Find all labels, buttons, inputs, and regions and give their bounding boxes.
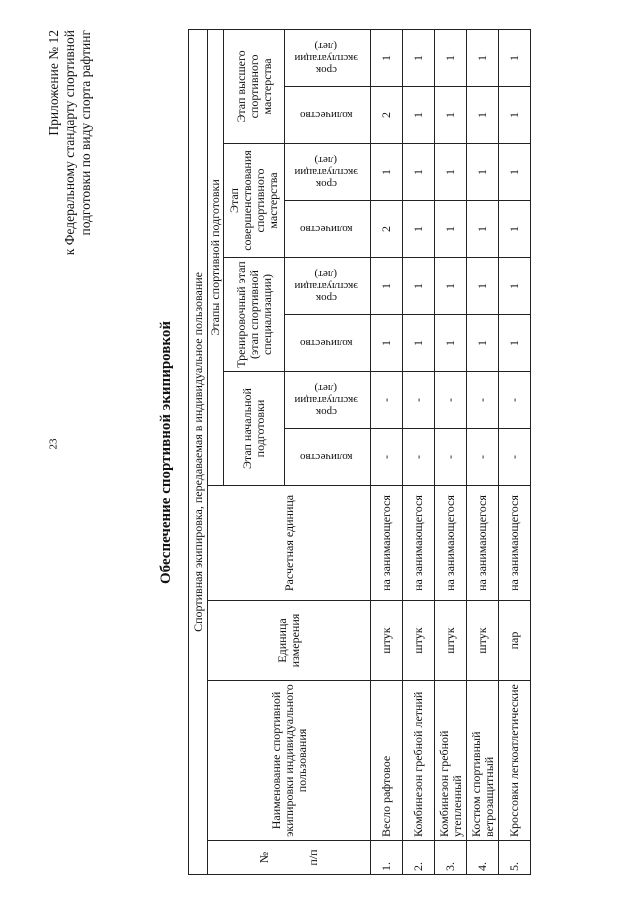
row-value: - (371, 372, 403, 429)
row-number: 3. (435, 841, 467, 875)
row-value: 1 (499, 201, 531, 258)
row-name: Кроссовки легкоатлетические (499, 681, 531, 841)
row-name: Костюм спортивный ветрозащитный (467, 681, 499, 841)
row-number: 5. (499, 841, 531, 875)
table-row (371, 29, 403, 874)
row-number: 1. (371, 841, 403, 875)
row-value: 1 (499, 144, 531, 201)
row-calc: на занимающегося (371, 486, 403, 601)
row-value: 1 (435, 315, 467, 372)
row-value: 1 (403, 258, 435, 315)
section-title: Обеспечение спортивной экипировкой (158, 321, 174, 585)
row-value: 1 (371, 29, 403, 86)
header-unit: Единица измерения (208, 601, 371, 681)
row-calc: на занимающегося (403, 486, 435, 601)
row-value: 1 (467, 258, 499, 315)
rotated-page-content (40, 30, 620, 875)
row-value: 1 (403, 87, 435, 144)
row-name: Комбинезон гребной летний (403, 681, 435, 841)
row-value: - (467, 372, 499, 429)
row-number: 2. (403, 841, 435, 875)
header-stages: Этапы спортивной подготовки (208, 29, 224, 485)
subheader-term: срок эксплуатации (лет) (285, 144, 371, 201)
header-stage-training: Тренировочный этап (этап спортивной специализации) (224, 258, 285, 372)
row-value: 1 (499, 258, 531, 315)
header-number-line-1: № (257, 851, 271, 864)
row-value: 1 (467, 315, 499, 372)
row-value: - (371, 429, 403, 486)
row-value: - (499, 372, 531, 429)
row-value: - (499, 429, 531, 486)
row-unit: пар (499, 601, 531, 681)
row-value: 1 (499, 29, 531, 86)
row-value: 1 (371, 315, 403, 372)
row-calc: на занимающегося (467, 486, 499, 601)
row-value: - (435, 429, 467, 486)
table-row (467, 29, 499, 874)
row-value: 1 (435, 258, 467, 315)
subheader-term: срок эксплуатации (лет) (285, 29, 371, 86)
row-value: 1 (467, 144, 499, 201)
table-row (435, 29, 467, 874)
subheader-term: срок эксплуатации (лет) (285, 258, 371, 315)
row-unit: штук (435, 601, 467, 681)
subheader-term: срок эксплуатации (лет) (285, 372, 371, 429)
table-caption: Спортивная экипировка, передаваемая в индивидуальное пользование (189, 29, 208, 874)
row-value: 1 (435, 144, 467, 201)
equipment-table (188, 29, 531, 875)
row-calc: на занимающегося (499, 486, 531, 601)
row-value: 2 (371, 87, 403, 144)
row-value: 1 (371, 258, 403, 315)
row-calc: на занимающегося (435, 486, 467, 601)
header-number-line-2: п/п (306, 849, 320, 866)
appendix-line-2: к Федеральному стандарту спортивной (62, 30, 77, 256)
row-value: 1 (435, 201, 467, 258)
row-value: - (403, 372, 435, 429)
page-number: 23 (47, 438, 60, 450)
row-value: 1 (403, 315, 435, 372)
table-row (403, 29, 435, 874)
subheader-quantity: количество (285, 201, 371, 258)
row-value: 2 (371, 201, 403, 258)
row-value: 1 (467, 87, 499, 144)
row-name: Весло рафтовое (371, 681, 403, 841)
row-number: 4. (467, 841, 499, 875)
appendix-line-3: подготовки по виду спорта рафтинг (78, 30, 93, 236)
row-value: - (435, 372, 467, 429)
row-unit: штук (403, 601, 435, 681)
row-value: 1 (467, 29, 499, 86)
row-unit: штук (371, 601, 403, 681)
header-calc-unit: Расчетная единица (208, 486, 371, 601)
appendix-header (46, 30, 94, 390)
row-value: 1 (403, 144, 435, 201)
row-value: - (403, 429, 435, 486)
header-stage-initial: Этап начальной подготовки (224, 372, 285, 486)
table-row (499, 29, 531, 874)
row-value: 1 (371, 144, 403, 201)
header-stage-improvement: Этап совершенствования спортивного мастерства (224, 144, 285, 258)
header-equipment-name: Наименование спортивной экипировки индивидуального пользования (208, 681, 371, 841)
header-number (208, 841, 371, 875)
row-value: 1 (403, 29, 435, 86)
row-name: Комбинезон гребной утепленный (435, 681, 467, 841)
row-value: 1 (435, 29, 467, 86)
row-value: - (467, 429, 499, 486)
row-value: 1 (467, 201, 499, 258)
subheader-quantity: количество (285, 87, 371, 144)
subheader-quantity: количество (285, 315, 371, 372)
header-stage-higher: Этап высшего спортивного мастерства (224, 29, 285, 143)
row-value: 1 (499, 87, 531, 144)
subheader-quantity: количество (285, 429, 371, 486)
row-value: 1 (403, 201, 435, 258)
row-value: 1 (435, 87, 467, 144)
row-unit: штук (467, 601, 499, 681)
appendix-line-1: Приложение № 12 (46, 30, 61, 136)
row-value: 1 (499, 315, 531, 372)
